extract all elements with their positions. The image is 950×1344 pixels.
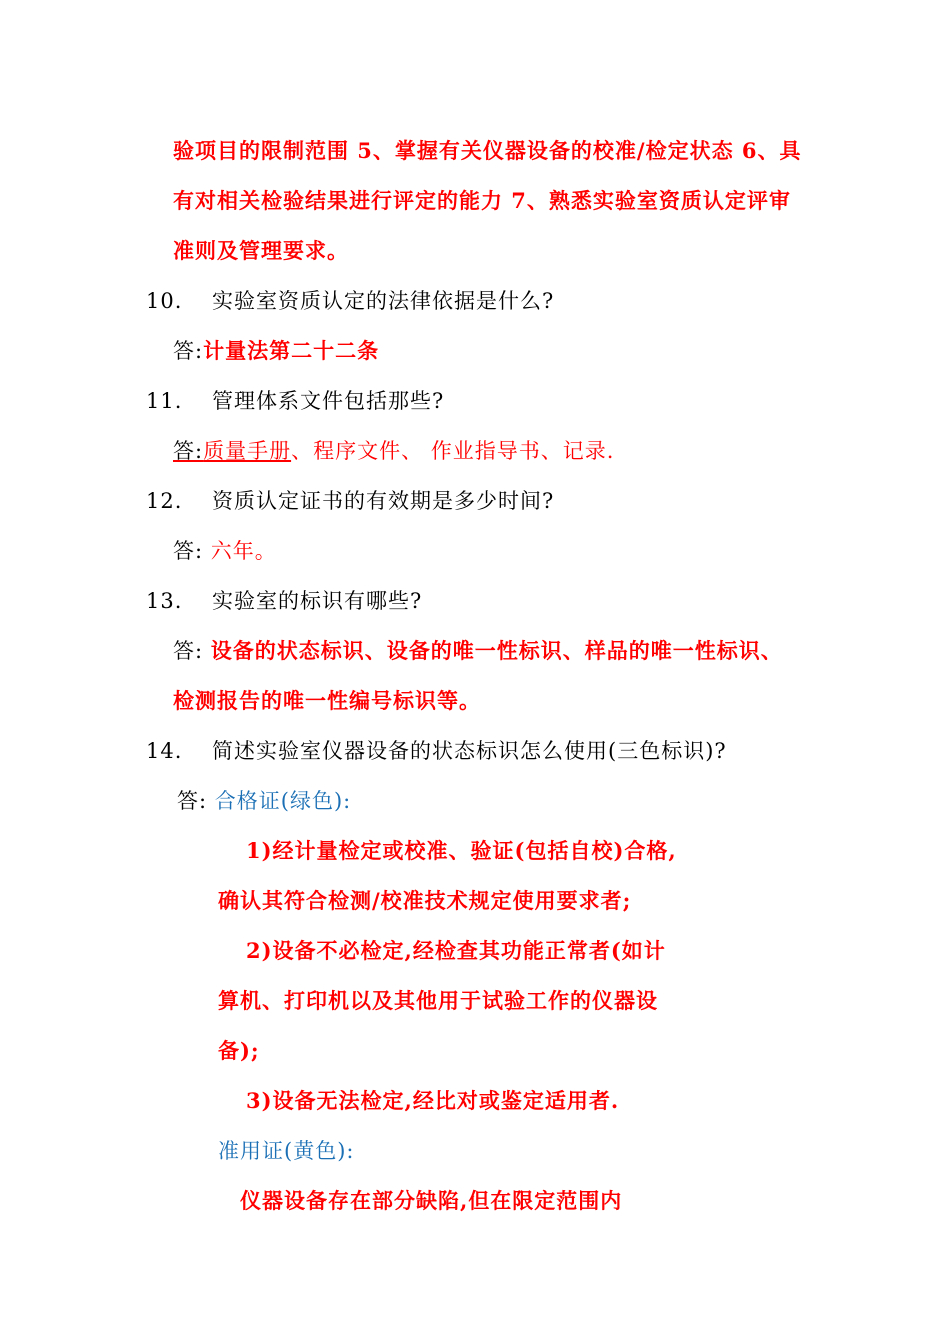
answer-13-line-2: 检测报告的唯一性编号标识等。	[173, 688, 481, 713]
answer-prefix: 答:	[173, 539, 204, 563]
question-number: 10.	[146, 289, 183, 313]
green-item-2-line-2: 算机、打印机以及其他用于试验工作的仪器设	[218, 988, 658, 1013]
yellow-certificate-title: 准用证(黄色):	[218, 1139, 355, 1163]
answer-10	[173, 336, 379, 366]
green-item-3: 3)设备无法检定,经比对或鉴定适用者.	[246, 1088, 620, 1113]
continuation-line-2: 有对相关检验结果进行评定的能力 7、熟悉实验室资质认定评审	[173, 188, 791, 213]
question-text: 实验室资质认定的法律依据是什么?	[212, 289, 555, 313]
green-certificate-title: 合格证(绿色):	[214, 789, 352, 813]
question-14	[146, 736, 727, 766]
answer-text: 设备的状态标识、设备的唯一性标识、样品的唯一性标识、	[210, 638, 783, 663]
answer-text: 六年。	[210, 539, 277, 563]
question-text: 管理体系文件包括那些?	[212, 389, 445, 413]
green-item-2-line-1: 2)设备不必检定,经检查其功能正常者(如计	[246, 938, 666, 963]
question-number: 12.	[146, 489, 183, 513]
question-text: 资质认定证书的有效期是多少时间?	[212, 489, 555, 513]
question-10	[146, 286, 554, 316]
question-12	[146, 486, 554, 516]
question-number: 14.	[146, 739, 183, 763]
yellow-item-1: 仪器设备存在部分缺陷,但在限定范围内	[240, 1188, 623, 1213]
answer-text: 、程序文件、 作业指导书、记录.	[291, 439, 615, 463]
green-item-1-line-1: 1)经计量检定或校准、验证(包括自校)合格,	[246, 838, 677, 863]
question-text: 实验室的标识有哪些?	[212, 589, 423, 613]
answer-11	[173, 436, 614, 466]
question-number: 11.	[146, 389, 183, 413]
answer-14-green-title	[177, 786, 351, 816]
answer-text: 计量法第二十二条	[203, 338, 380, 363]
green-item-2-line-3: 备);	[218, 1038, 260, 1063]
question-13	[146, 586, 422, 616]
answer-12	[173, 536, 277, 566]
question-text: 简述实验室仪器设备的状态标识怎么使用(三色标识)?	[212, 739, 727, 763]
continuation-line-1: 验项目的限制范围 5、掌握有关仪器设备的校准/检定状态 6、具	[173, 138, 802, 163]
answer-prefix: 答:	[173, 339, 204, 363]
green-item-1-line-2: 确认其符合检测/校准技术规定使用要求者;	[218, 888, 632, 913]
answer-text-underlined: 质量手册	[203, 439, 292, 463]
answer-prefix: 答:	[177, 789, 208, 813]
answer-13-line-1	[173, 636, 783, 666]
question-number: 13.	[146, 589, 183, 613]
answer-prefix: 答:	[173, 439, 204, 463]
continuation-line-3: 准则及管理要求。	[173, 238, 349, 263]
question-11	[146, 386, 444, 416]
answer-prefix: 答:	[173, 639, 204, 663]
